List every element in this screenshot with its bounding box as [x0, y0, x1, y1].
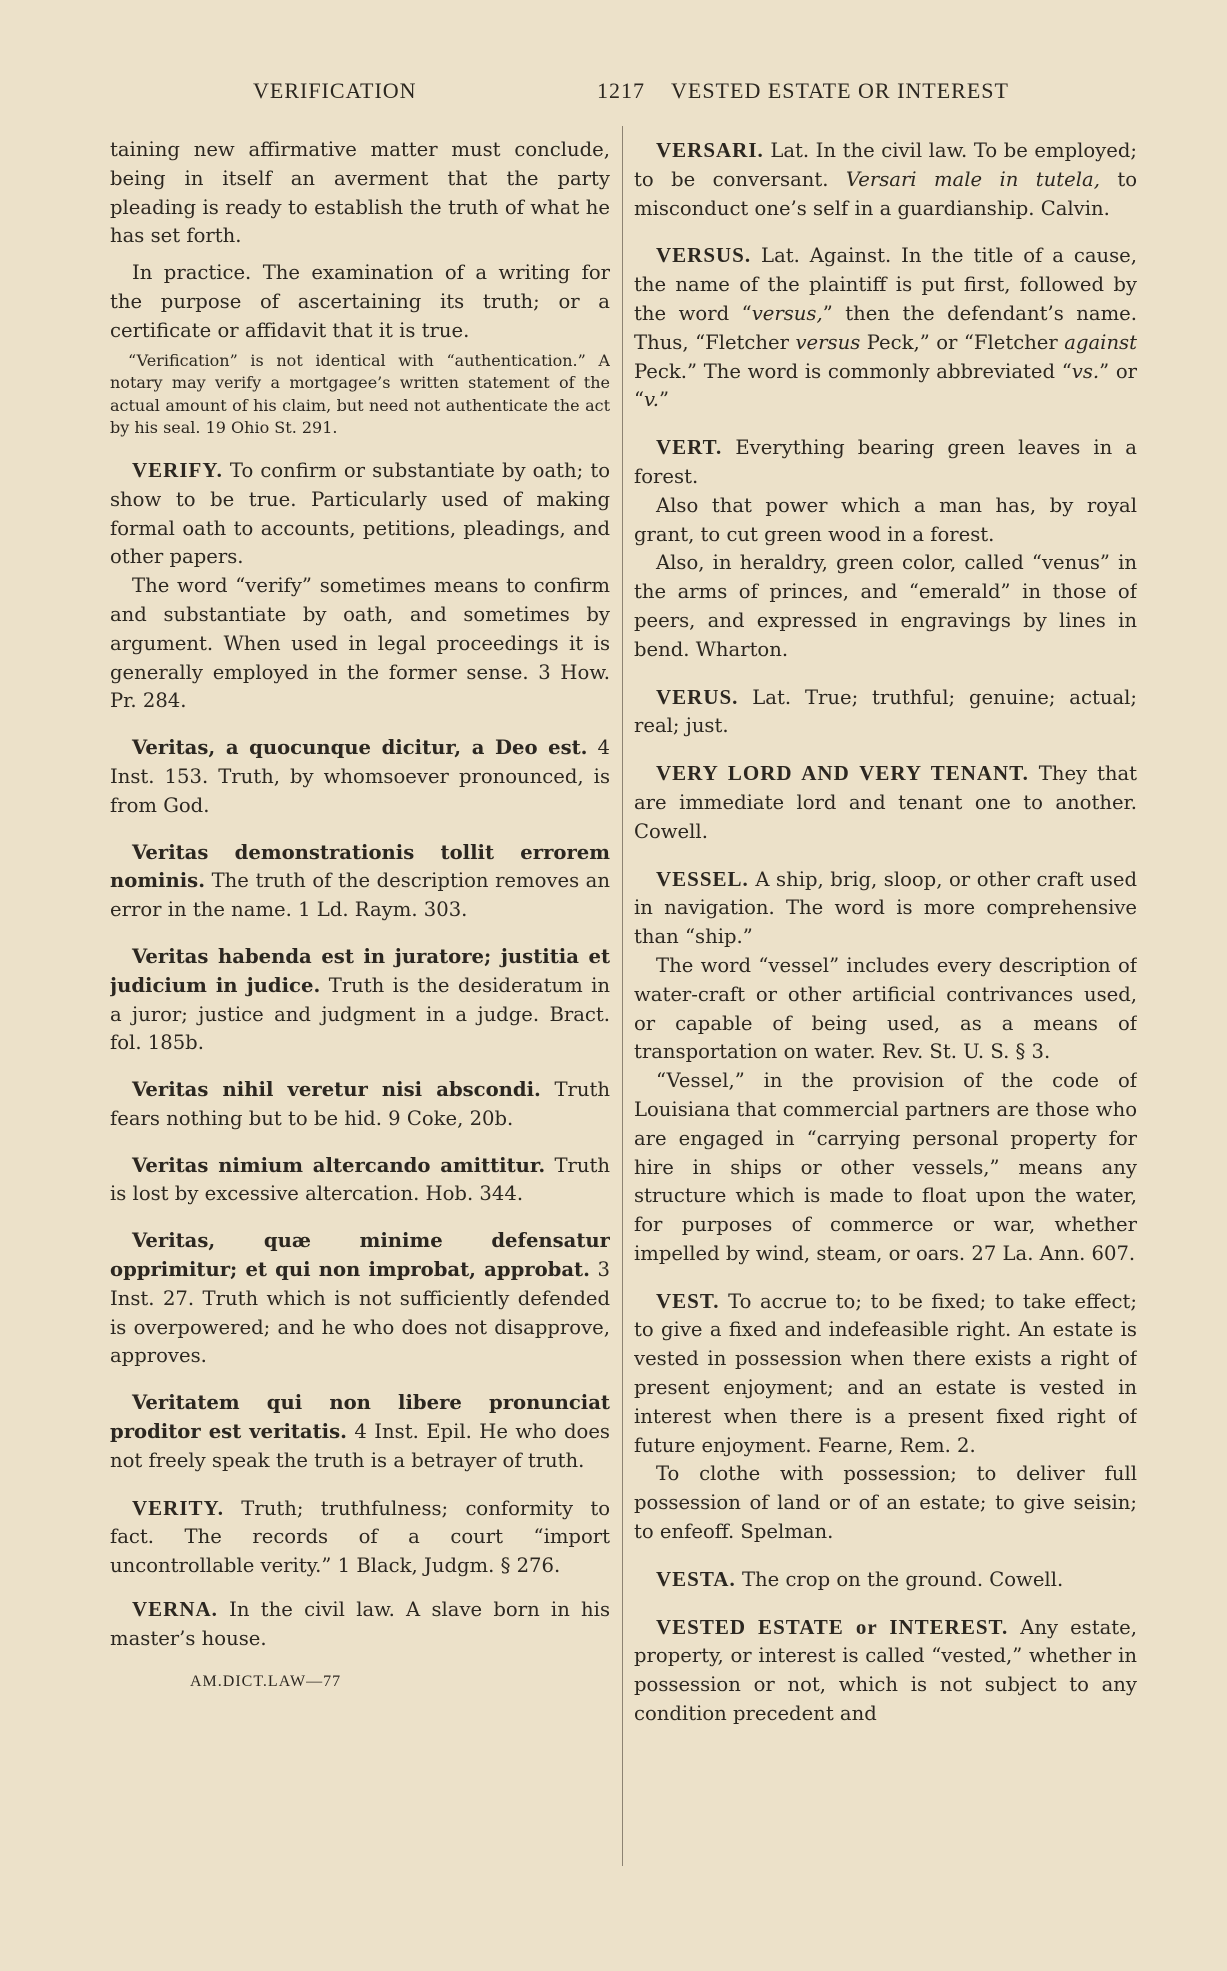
entry-vested-estate-or-interest: [634, 1613, 1137, 1729]
maxim-headword: Veritas nimium altercando amittitur.: [132, 1153, 546, 1177]
paragraph: Also, in heraldry, green color, called “venus” in the arms of princes, and “emerald” in those of peers, and expressed in engravings by lines in bend. Wharton.: [634, 551, 1137, 661]
entry-maxim: [110, 1227, 610, 1371]
left-column: [110, 136, 610, 1876]
headword: VERT.: [656, 435, 723, 460]
headword: VERNA.: [132, 1597, 218, 1622]
entry-verify: [110, 456, 610, 716]
note-paragraph: “Verification” is not identical with “authentication.” A notary may verify a mortgagee’s written statement of the actual amount of his claim, but need not authenticate the act by his seal. 19 Ohio St. 291.: [110, 350, 610, 438]
definition: Everything bearing green leaves in a forest.: [634, 436, 1137, 488]
definition: Peck,” or “Fletcher: [860, 330, 1065, 354]
paragraph: To clothe with possession; to deliver full possession of land or of an estate; to give seisin; to enfeoff. Spelman.: [634, 1462, 1137, 1544]
headword: VESTA.: [656, 1566, 736, 1591]
entry-verna: [110, 1595, 610, 1654]
paragraph: The word “verify” sometimes means to confirm and substantiate by oath, and sometimes by argument. When used in legal proceedings it is generally employed in the former sense. 3 How. Pr. 284.: [110, 574, 610, 713]
definition: The truth of the description removes an error in the name. 1 Ld. Raym. 303.: [110, 869, 610, 922]
definition: They that are immediate lord and tenant one to another. Cowell.: [634, 762, 1137, 843]
paragraph: “Vessel,” in the provision of the code of Louisiana that commercial partners are those who are engaged in “carrying personal property for hire in ships or other vessels,” means any structure which is made to float upon the water, for purposes of commerce or war, whether impelled by wind, steam, or oars. 27 La. Ann. 607.: [634, 1069, 1137, 1265]
definition: In the civil law. A slave born in his master’s house.: [110, 1598, 610, 1650]
entry-vesta: [634, 1565, 1137, 1595]
entry-maxim: [110, 839, 610, 925]
definition: The crop on the ground. Cowell.: [735, 1567, 1064, 1591]
italic-term: versus: [795, 330, 861, 354]
entry-verus: [634, 683, 1137, 742]
italic-term: against: [1064, 330, 1137, 354]
paragraph: In practice. The examination of a writing for the purpose of ascertaining its truth; or a certificate or affidavit that it is true.: [110, 261, 610, 342]
entry-vert: [634, 433, 1137, 664]
maxim-headword: Veritas demonstrationis tollit errorem nominis.: [110, 840, 610, 893]
maxim-headword: Veritas nihil veretur nisi abscondi.: [132, 1078, 541, 1102]
definition: ”: [659, 388, 670, 412]
page-header: [0, 78, 1227, 108]
definition: Any estate, property, or interest is called “vested,” whether in possession or not, which is not subject to any condition precedent and: [634, 1615, 1137, 1726]
definition: ” then the defendant’s name. Thus, “Fletcher: [634, 301, 1137, 354]
entry-maxim: [110, 1152, 610, 1210]
definition: to misconduct one’s self in a guardianship. Calvin.: [634, 167, 1137, 220]
definition: Truth is the desideratum in a juror; justice and judgment in a judge. Bract. fol. 185b.: [110, 973, 610, 1055]
maxim-headword: Veritas, quæ minime defensatur opprimitur; et qui non improbat, approbat.: [110, 1229, 610, 1282]
headword: VESSEL.: [656, 866, 749, 891]
signature-mark: AM.DICT.LAW—77: [190, 1672, 342, 1690]
paragraph: The word “vessel” includes every description of water-craft or other artificial contrivances used, or capable of being used, as a means of transportation on water. Rev. St. U. S. § 3.: [634, 953, 1137, 1064]
paragraph: taining new affirmative matter must conclude, being in itself an averment that the party pleading is ready to establish the truth of what he has set forth.: [110, 138, 610, 248]
italic-term: vs.: [1071, 359, 1100, 383]
paragraph: Also that power which a man has, by royal grant, to cut green wood in a forest.: [634, 493, 1137, 546]
column-divider: [622, 126, 623, 1866]
entry-maxim: [110, 1389, 610, 1475]
page-number: 1217: [597, 78, 645, 103]
entry-versus: [634, 241, 1137, 415]
entry-maxim: [110, 943, 610, 1058]
definition: 4 Inst. Epil. He who does not freely speak the truth is a betrayer of truth.: [110, 1420, 610, 1472]
headword: VESTED ESTATE or INTEREST.: [656, 1614, 1009, 1639]
headword: VEST.: [656, 1288, 720, 1313]
definition: Truth; truthfulness; conformity to fact. The records of a court “import uncontrollable verity.” 1 Black, Judgm. § 276.: [110, 1496, 610, 1578]
entry-vest: [634, 1287, 1137, 1547]
definition: Lat. True; truthful; genuine; actual; real; just.: [634, 685, 1137, 738]
headword: VERIFY.: [132, 457, 223, 482]
definition: Truth fears nothing but to be hid. 9 Coke, 20b.: [110, 1078, 610, 1130]
maxim-headword: Veritas, a quocunque dicitur, a Deo est.: [132, 736, 588, 760]
maxim-headword: Veritas habenda est in juratore; justitia et judicium in judice.: [110, 944, 610, 997]
italic-term: versus,: [751, 301, 823, 325]
definition: A ship, brig, sloop, or other craft used in navigation. The word is more comprehensive than “ship.”: [634, 867, 1137, 949]
headword: VERUS.: [656, 684, 739, 709]
headword: VERITY.: [132, 1495, 225, 1520]
definition: Peck.” The word is commonly abbreviated “: [634, 359, 1072, 383]
entry-vessel: [634, 865, 1137, 1269]
maxim-headword: Veritatem qui non libere pronunciat proditor est veritatis.: [110, 1391, 610, 1444]
italic-term: Versari male in tutela,: [845, 167, 1100, 191]
italic-term: v.: [644, 388, 660, 412]
definition: To accrue to; to be fixed; to take effect; to give a fixed and indefeasible right. An estate is vested in possession when there exists a right of present enjoyment; and an estate is vested in interest when there is a present fixed right of future enjoyment. Fearne, Rem. 2.: [634, 1289, 1137, 1457]
entry-maxim: [110, 1076, 610, 1134]
headword: VERSUS.: [656, 243, 752, 268]
entry-versari: [634, 136, 1137, 223]
definition: 4 Inst. 153. Truth, by whomsoever pronounced, is from God.: [110, 736, 610, 817]
headword: VERY LORD AND VERY TENANT.: [656, 761, 1029, 786]
definition: To confirm or substantiate by oath; to show to be true. Particularly used of making formal oath to accounts, petitions, pleadings, and other papers.: [110, 458, 610, 569]
headword: VERSARI.: [656, 138, 764, 162]
entry-maxim: [110, 734, 610, 820]
header-left-guide-word: VERIFICATION: [253, 78, 417, 103]
definition: Truth is lost by excessive altercation. Hob. 344.: [110, 1153, 610, 1206]
definition: 3 Inst. 27. Truth which is not sufficiently defended is overpowered; and he who does not disapprove, approves.: [110, 1258, 610, 1368]
definition: ” or “: [634, 359, 1137, 412]
entry-very-lord-and-very-tenant: [634, 759, 1137, 846]
definition: Lat. Against. In the title of a cause, the name of the plaintiff is put first, followed by the word “: [634, 244, 1137, 325]
header-right-guide-word: VESTED ESTATE OR INTEREST: [671, 78, 1009, 103]
right-column: [634, 136, 1137, 1876]
entry-verity: [110, 1494, 610, 1581]
entry-verification-continued: [110, 136, 610, 440]
definition: Lat. In the civil law. To be employed; to be conversant.: [634, 139, 1137, 191]
